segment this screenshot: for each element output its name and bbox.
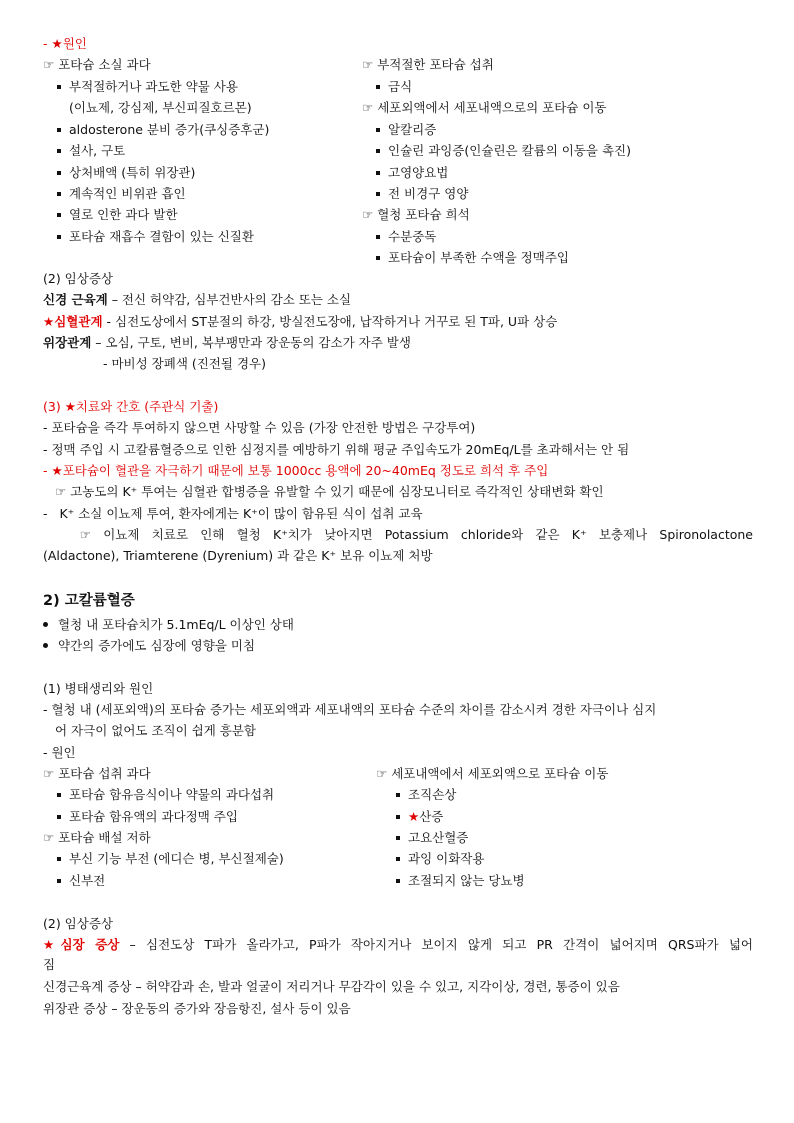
pointing-hand-icon: ☞ xyxy=(43,57,55,72)
list-item: 약간의 증가에도 심장에 영향을 미침 xyxy=(43,638,255,654)
pointing-hand-icon: ☞ xyxy=(362,207,374,222)
bullet-icon xyxy=(57,149,61,153)
cause-group-title: ☞ 포타슘 섭취 과다 xyxy=(43,766,151,781)
star-icon: ★ xyxy=(43,314,55,329)
bullet-icon xyxy=(396,793,400,797)
star-icon: ★ xyxy=(43,937,61,952)
cause-heading: - ★원인 xyxy=(43,36,87,51)
cause-group-title: ☞ 세포외액에서 세포내액으로의 포타슘 이동 xyxy=(362,100,607,115)
list-item: 신부전 xyxy=(57,873,105,889)
treatment-item: - 정맥 주입 시 고칼륨혈증으로 인한 심정지를 예방하기 위해 평균 주입속도가 20mEq/L를 초과해서는 안 됨 xyxy=(43,442,630,457)
list-item: 고요산혈증 xyxy=(396,830,468,846)
treatment-item: - K⁺ 소실 이뇨제 투여, 환자에게는 K⁺이 많이 함유된 식이 섭취 교육 xyxy=(43,506,423,521)
bullet-icon xyxy=(376,85,380,89)
bullet-icon xyxy=(396,836,400,840)
pointing-hand-icon: ☞ xyxy=(362,100,374,115)
symptom-line: 위장관계 – 오심, 구토, 변비, 복부팽만과 장운동의 감소가 자주 발생 xyxy=(43,335,411,350)
list-item: 포타슘 재흡수 결함이 있는 신질환 xyxy=(57,229,254,245)
pointing-hand-icon: ☞ xyxy=(362,57,374,72)
star-icon: ★ xyxy=(51,463,63,478)
list-item: 설사, 구토 xyxy=(57,143,125,159)
bullet-icon xyxy=(376,235,380,239)
list-item: 과잉 이화작용 xyxy=(396,851,484,867)
treatment-item: - ★포타슘이 혈관을 자극하기 때문에 보통 1000cc 용액에 20~40mEq 정도로 희석 후 주입 xyxy=(43,463,549,478)
list-item: 알칼리증 xyxy=(376,122,436,138)
treatment-item: - 포타슘을 즉각 투여하지 않으면 사망할 수 있음 (가장 안전한 방법은 구강투여) xyxy=(43,420,476,435)
cause-label: - 원인 xyxy=(43,745,76,760)
pointing-hand-icon: ☞ xyxy=(79,527,91,542)
symptom-line: 위장관 증상 – 장운동의 증가와 장음항진, 설사 등이 있음 xyxy=(43,1001,351,1016)
cause-group-title: ☞ 혈청 포타슘 희석 xyxy=(362,207,470,222)
cause-group-title: ☞ 포타슘 소실 과다 xyxy=(43,57,151,72)
symptom-line: 신경근육계 증상 – 허약감과 손, 발과 얼굴이 저리거나 무감각이 있을 수 있고, 지각이상, 경련, 통증이 있음 xyxy=(43,979,620,994)
star-icon: ★ xyxy=(408,809,420,824)
bullet-icon xyxy=(376,192,380,196)
symptom-line: ★심혈관계 - 심전도상에서 ST분절의 하강, 방실전도장애, 납작하거나 거꾸로 된 T파, U파 상승 xyxy=(43,314,558,329)
list-item: 상처배액 (특히 위장관) xyxy=(57,165,195,181)
list-item: 부신 기능 부전 (에디슨 병, 부신절제술) xyxy=(57,851,284,867)
patho-text: 어 자극이 없어도 조직이 쉽게 흥분함 xyxy=(55,723,256,738)
section-title: 2) 고칼륨혈증 xyxy=(43,593,135,609)
bullet-icon xyxy=(396,879,400,883)
list-item: aldosterone 분비 증가(쿠싱증후군) xyxy=(57,122,269,138)
symptom-line: ★심장 증상 – 심전도상 T파가 올라가고, P파가 작아지거나 보이지 않게 되고 PR 간격이 넓어지며 QRS파가 넓어 xyxy=(43,937,753,952)
bullet-icon xyxy=(396,815,400,819)
pointing-hand-icon: ☞ xyxy=(43,766,55,781)
list-item: ★산증 xyxy=(396,809,443,825)
symptom-line: 신경 근육계 – 전신 허약감, 심부건반사의 감소 또는 소실 xyxy=(43,292,352,307)
list-item: 계속적인 비위관 흡인 xyxy=(57,186,186,202)
pointing-hand-icon: ☞ xyxy=(376,766,388,781)
list-item: 조직손상 xyxy=(396,787,456,803)
treatment-note: ☞ 이뇨제 치료로 인해 혈청 K⁺치가 낮아지면 Potassium chloride와 같은 K⁺ 보충제나 Spironolactone xyxy=(79,527,753,542)
bullet-icon xyxy=(376,256,380,260)
patho-text: - 혈청 내 (세포외액)의 포타슘 증가는 세포외액과 세포내액의 포타슘 수준의 차이를 감소시켜 경한 자극이나 심지 xyxy=(43,702,657,717)
treatment-heading: (3) ★치료와 간호 (주관식 기출) xyxy=(43,399,219,414)
symptom-line: - 마비성 장폐색 (진전될 경우) xyxy=(103,356,266,371)
bullet-icon xyxy=(376,171,380,175)
bullet-icon xyxy=(57,85,61,89)
symptoms-heading: (2) 임상증상 xyxy=(43,916,113,931)
bullet-icon xyxy=(57,235,61,239)
list-item: (이뇨제, 강심제, 부신피질호르몬) xyxy=(69,100,252,115)
symptoms-heading: (2) 임상증상 xyxy=(43,271,113,286)
cause-group-title: ☞ 포타슘 배설 저하 xyxy=(43,830,151,845)
list-item: 부적절하거나 과도한 약물 사용 xyxy=(57,79,238,95)
pointing-hand-icon: ☞ xyxy=(43,830,55,845)
list-item: 포타슘 함유액의 과다정맥 주입 xyxy=(57,809,238,825)
bullet-icon xyxy=(43,622,48,627)
pointing-hand-icon: ☞ xyxy=(55,484,67,499)
list-item: 포타슘 함유음식이나 약물의 과다섭취 xyxy=(57,787,274,803)
cause-group-title: ☞ 세포내액에서 세포외액으로 포타슘 이동 xyxy=(376,766,609,781)
star-icon: ★ xyxy=(64,399,76,414)
bullet-icon xyxy=(57,128,61,132)
patho-heading: (1) 병태생리와 원인 xyxy=(43,681,154,696)
bullet-icon xyxy=(57,213,61,217)
symptom-line-cont: 짐 xyxy=(43,957,56,972)
cause-group-title: ☞ 부적절한 포타슘 섭취 xyxy=(362,57,494,72)
list-item: 전 비경구 영양 xyxy=(376,186,468,202)
list-item: 고영양요법 xyxy=(376,165,448,181)
bullet-icon xyxy=(57,815,61,819)
list-item: 조절되지 않는 당뇨병 xyxy=(396,873,525,889)
bullet-icon xyxy=(57,192,61,196)
star-icon: ★ xyxy=(51,36,63,51)
list-item: 혈청 내 포타슘치가 5.1mEq/L 이상인 상태 xyxy=(43,617,294,633)
treatment-note-cont: (Aldactone), Triamterene (Dyrenium) 과 같은 K⁺ 보유 이뇨제 처방 xyxy=(43,548,433,563)
bullet-icon xyxy=(57,857,61,861)
list-item: 열로 인한 과다 발한 xyxy=(57,207,178,223)
list-item: 수분중독 xyxy=(376,229,436,245)
bullet-icon xyxy=(57,793,61,797)
bullet-icon xyxy=(43,643,48,648)
bullet-icon xyxy=(376,149,380,153)
treatment-note: ☞ 고농도의 K⁺ 투여는 심혈관 합병증을 유발할 수 있기 때문에 심장모니터로 즉각적인 상태변화 확인 xyxy=(55,484,604,499)
bullet-icon xyxy=(57,879,61,883)
list-item: 금식 xyxy=(376,79,412,95)
bullet-icon xyxy=(396,857,400,861)
list-item: 포타슘이 부족한 수액을 정맥주입 xyxy=(376,250,569,266)
bullet-icon xyxy=(57,171,61,175)
list-item: 인슐린 과잉증(인슐린은 칼륨의 이동을 촉진) xyxy=(376,143,631,159)
bullet-icon xyxy=(376,128,380,132)
